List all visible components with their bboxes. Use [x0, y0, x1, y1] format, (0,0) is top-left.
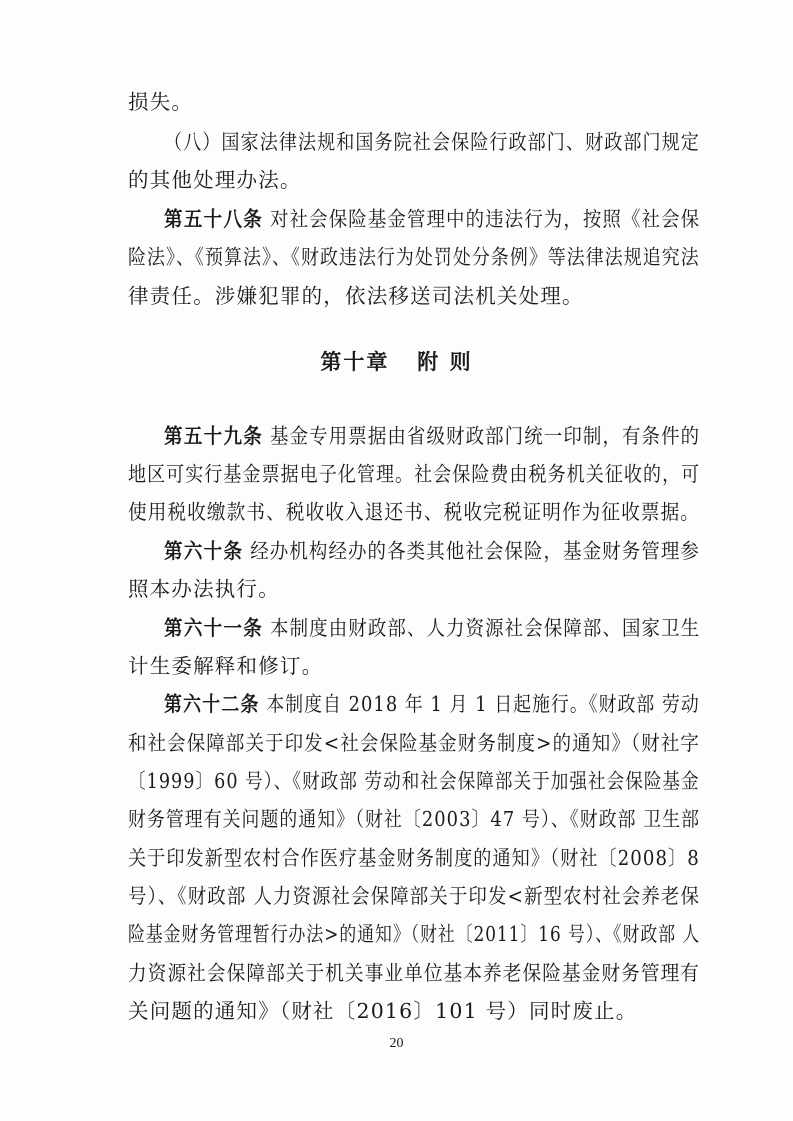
text-line: 力资源社会保障部关于机关事业单位基本养老保险基金财务管理有 [128, 961, 701, 985]
text-line: 险基金财务管理暂行办法>的通知》（财社〔2011〕16 号）、《财政部 人 [128, 922, 701, 946]
article-heading: 第五十九条 [164, 424, 264, 448]
text-line: 地区可实行基金票据电子化管理。社会保险费由税务机关征收的，可 [128, 462, 701, 486]
text-line: 号）、《财政部 人力资源社会保障部关于印发<新型农村社会养老保 [128, 884, 701, 908]
text-line: 的其他处理办法。 [128, 168, 302, 192]
article-60 [164, 537, 700, 565]
text-line: 关于印发新型农村合作医疗基金财务制度的通知》（财社〔2008〕8 [128, 846, 700, 870]
text-line: 〔1999〕60 号）、《财政部 劳动和社会保障部关于加强社会保险基金 [128, 769, 700, 793]
article-heading: 第六十二条 [164, 692, 260, 716]
text-line: 律责任。涉嫌犯罪的，依法移送司法机关处理。 [128, 284, 584, 308]
article-text: 基金专用票据由省级财政部门统一印制，有条件的 [263, 424, 701, 448]
text-line: 和社会保障部关于印发<社会保险基金财务制度>的通知》（财社字 [128, 731, 700, 755]
article-heading: 第六十一条 [164, 616, 264, 640]
article-text: 本制度由财政部、人力资源社会保障部、国家卫生 [263, 616, 701, 640]
article-text: 对社会保险基金管理中的违法行为，按照《社会保 [263, 207, 701, 231]
article-text: 经办机构经办的各类其他社会保险，基金财务管理参 [243, 539, 700, 563]
article-59 [164, 422, 700, 450]
text-line: 照本办法执行。 [128, 577, 280, 601]
text-line: （八）国家法律法规和国务院社会保险行政部门、财政部门规定 [164, 130, 700, 154]
page-number: 20 [389, 1036, 404, 1051]
text-line: 关问题的通知》（财社〔2016〕101 号）同时废止。 [128, 999, 638, 1023]
article-62 [164, 690, 700, 718]
text-line: 财务管理有关问题的通知》（财社〔2003〕47 号）、《财政部 卫生部 [128, 807, 701, 831]
text-line: 计生委解释和修订。 [128, 654, 324, 678]
article-text: 本制度自 2018 年 1 月 1 日起施行。《财政部 劳动 [259, 692, 700, 716]
text-line: 损失。 [128, 90, 194, 114]
chapter-title: 第十章 附 则 [320, 350, 473, 374]
article-61 [164, 614, 700, 642]
article-heading: 第五十八条 [164, 207, 264, 231]
article-58 [164, 205, 700, 233]
text-line: 使用税收缴款书、税收收入退还书、税收完税证明作为征收票据。 [128, 500, 701, 524]
text-line: 险法》、《预算法》、《财政违法行为处罚处分条例》等法律法规追究法 [128, 245, 700, 269]
article-heading: 第六十条 [164, 539, 244, 563]
